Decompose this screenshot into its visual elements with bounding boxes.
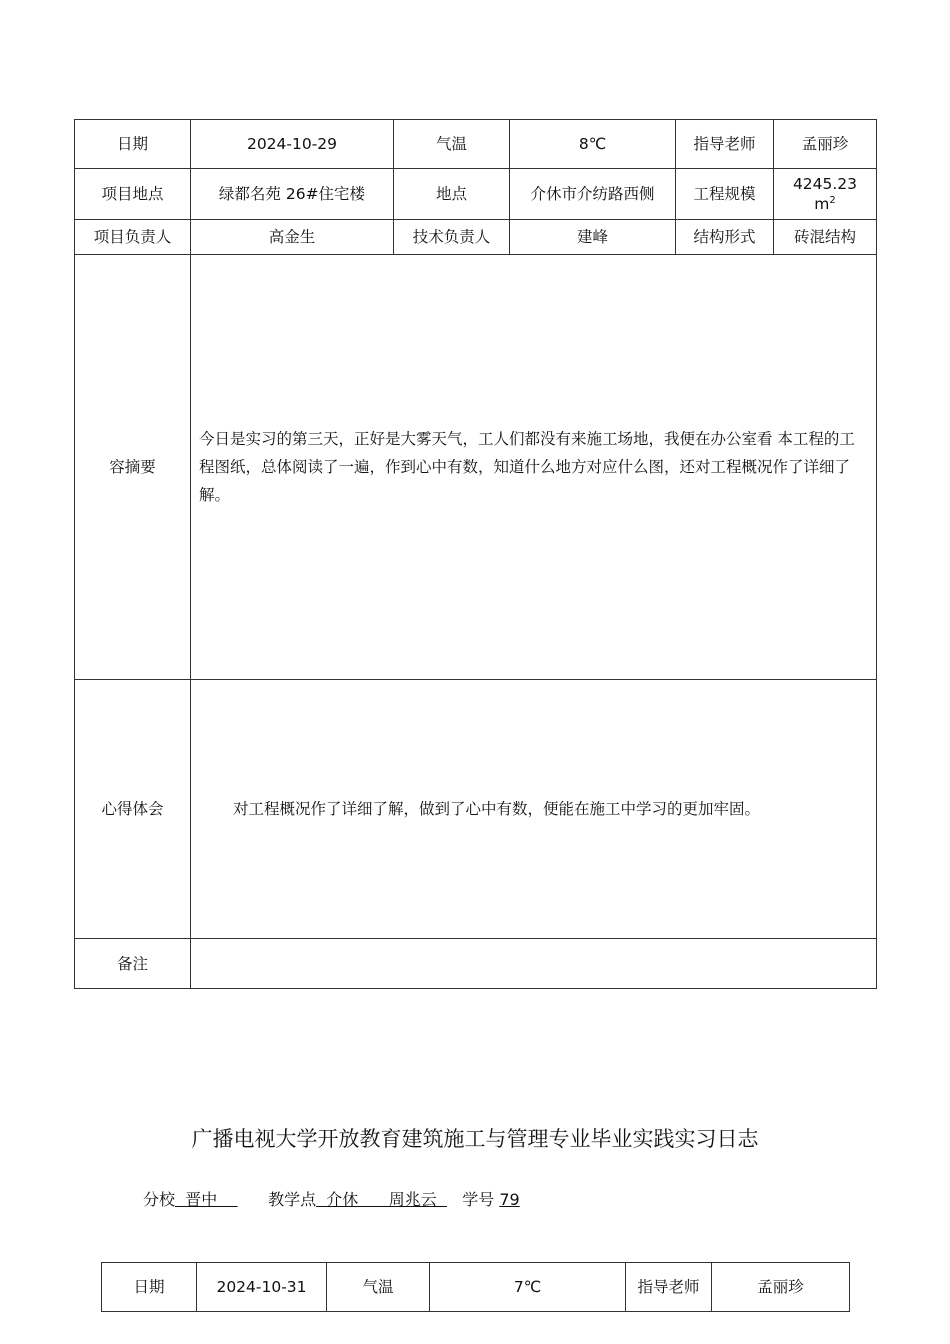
teaching-point-value: 介休 周兆云 xyxy=(316,1190,447,1209)
date-label: 日期 xyxy=(102,1263,197,1312)
teacher-value: 孟丽珍 xyxy=(712,1263,850,1312)
reflection-text: 对工程概况作了详细了解，做到了心中有数，便能在施工中学习的更加牢固。 xyxy=(191,680,877,939)
branch-value: 晋中 xyxy=(175,1190,238,1209)
teaching-point-label: 教学点 xyxy=(268,1190,317,1209)
log-row-project xyxy=(75,169,877,220)
practice-log-table-2 xyxy=(101,1262,850,1312)
log-row-remarks xyxy=(75,939,877,989)
scale-unit: m xyxy=(814,195,830,213)
log-row-date xyxy=(75,120,877,169)
temperature-label: 气温 xyxy=(394,120,510,169)
temperature-label: 气温 xyxy=(327,1263,430,1312)
teacher-value: 孟丽珍 xyxy=(774,120,877,169)
teacher-label: 指导老师 xyxy=(626,1263,712,1312)
scale-value: 4245.23 xyxy=(792,175,858,193)
teacher-label: 指导老师 xyxy=(676,120,774,169)
manager-label: 项目负责人 xyxy=(75,220,191,255)
date-value: 2024-10-31 xyxy=(197,1263,327,1312)
structure-label: 结构形式 xyxy=(676,220,774,255)
branch-label: 分校 xyxy=(143,1190,176,1209)
temperature-value: 7℃ xyxy=(430,1263,626,1312)
location-label: 地点 xyxy=(394,169,510,220)
tech-lead-value: 建峰 xyxy=(510,220,676,255)
structure-value: 砖混结构 xyxy=(774,220,877,255)
document-title: 广播电视大学开放教育建筑施工与管理专业毕业实践实习日志 xyxy=(191,1127,759,1151)
project-site-value: 绿都名苑 26#住宅楼 xyxy=(191,169,394,220)
scale-unit-superscript: 2 xyxy=(829,194,836,206)
log-row-people xyxy=(75,220,877,255)
tech-lead-label: 技术负责人 xyxy=(394,220,510,255)
log-row-summary xyxy=(75,255,877,680)
practice-log-table-1 xyxy=(74,119,877,989)
summary-label: 容摘要 xyxy=(75,255,191,680)
summary-text: 今日是实习的第三天，正好是大雾天气，工人们都没有来施工场地，我便在办公室看 本工程的工程图纸，总体阅读了一遍，作到心中有数，知道什么地方对应什么图，还对工程概况作了详细了解。 xyxy=(191,255,877,680)
project-site-label: 项目地点 xyxy=(75,169,191,220)
manager-value: 高金生 xyxy=(191,220,394,255)
temperature-value: 8℃ xyxy=(510,120,676,169)
student-id-value: 79 xyxy=(499,1190,520,1209)
log2-row-date xyxy=(102,1263,850,1312)
scale-label: 工程规模 xyxy=(676,169,774,220)
log-row-reflection xyxy=(75,680,877,939)
remarks-label: 备注 xyxy=(75,939,191,989)
date-value: 2024-10-29 xyxy=(191,120,394,169)
remarks-value xyxy=(191,939,877,989)
student-id-label: 学号 xyxy=(462,1190,495,1209)
date-label: 日期 xyxy=(75,120,191,169)
reflection-label: 心得体会 xyxy=(75,680,191,939)
location-value: 介休市介纺路西侧 xyxy=(510,169,676,220)
student-info-line xyxy=(143,1188,520,1212)
scale-value-cell xyxy=(774,169,877,220)
